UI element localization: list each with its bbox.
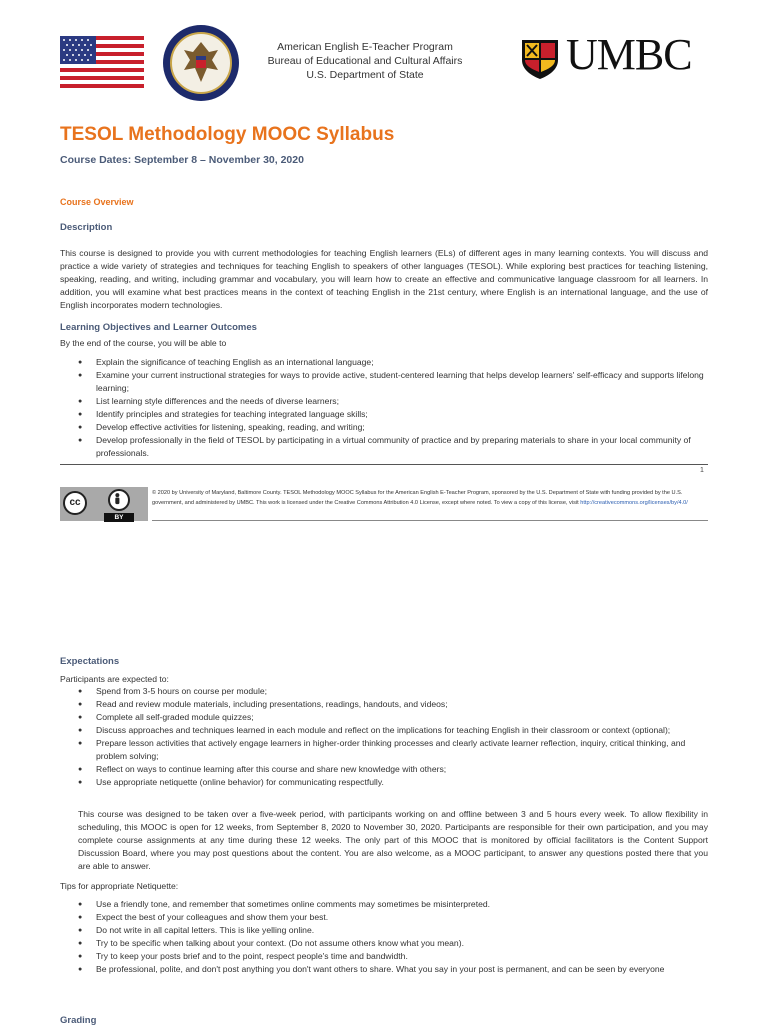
list-item: ● Identify principles and strategies for teaching integrated language skills; [78,408,708,421]
list-item: ● Develop professionally in the field of TESOL by participating in a virtual community of practice and by preparing materials to share in your local community of professionals. [78,434,708,460]
description-paragraph: This course is designed to provide you with current methodologies for teaching English learners (ELs) of different ages in many learning contexts. You will discuss and practice a wide variety of strategies and techniques for teaching English to speakers of other languages (TESOL). While exploring best practices for teaching listening, speaking, reading, and writing, including grammar and vocabulary, you will learn how to create an effective and communicative language classroom for all learners. In addition, you will examine what best practices means in the context of teaching English in the 21st century, where English is an international language, and the use of English incorporates modern technologies. [60,248,708,310]
expectations-list [78,685,708,789]
netiquette-list [78,898,708,976]
list-item: ● Explain the significance of teaching English as an international language; [78,356,708,369]
list-item: ● Prepare lesson activities that actively engage learners in higher-order thinking processes and clearly activate learner reflection, inquiry, critical thinking, and problem solving; [78,737,708,763]
license-text [152,488,708,508]
license-statement: © 2020 by University of Maryland, Baltimore County. TESOL Methodology MOOC Syllabus for the American English E-Teacher Program, sponsored by the U.S. Department of State with funding provided by the U.S. government, and administered by UMBC. This work is licensed under the Creative Commons Attribution 4.0 License, except where noted. To view a copy of this license, visit [152,490,683,506]
bureau-name: Bureau of Educational and Cultural Affairs [267,55,463,67]
program-name: American English E-Teacher Program [277,41,453,53]
list-item: ● Discuss approaches and techniques learned in each module and reflect on the implications for teaching English in their classroom or context (optional); [78,724,708,737]
list-item: ● Be professional, polite, and don't post anything you don't want others to share. What you say in your post is permanent, and can be seen by everyone [78,963,708,976]
by-label: BY [104,513,134,522]
list-item: ● Use appropriate netiquette (online behavior) for communicating respectfully. [78,776,708,789]
license-divider [152,520,708,521]
cc-icon: cc [63,491,87,515]
list-item: ● Develop effective activities for listening, speaking, reading, and writing; [78,421,708,434]
attribution-person-icon [108,489,130,511]
department-of-state-seal-icon [162,24,240,102]
expectations-heading: Expectations [60,656,120,667]
list-item: ● Try to keep your posts brief and to the point, respect people's time and bandwidth. [78,950,708,963]
netiquette-intro: Tips for appropriate Netiquette: [60,881,179,891]
us-flag-icon [60,36,144,88]
schedule-paragraph: This course was designed to be taken over a five-week period, with participants working on and offline between 3 and 5 hours every week. To allow flexibility in scheduling, this MOOC is open for 12 weeks, from September 8, 2020 to November 30, 2020. Participants are responsible for their own participation, and you may complete course assignments at any time during these 12 weeks. The only part of this MOOC that is monitored by official facilitators is the Content Support Discussion Board, where you may post questions about the content. You are also welcome, as a MOOC participant, to answer any questions posted there that you are able to answer. [78,809,708,871]
expectations-intro: Participants are expected to: [60,674,169,684]
grading-heading: Grading [60,1015,97,1026]
page-title: TESOL Methodology MOOC Syllabus [60,124,395,145]
course-dates: Course Dates: September 8 – November 30, 2020 [60,154,304,166]
list-item: ● Use a friendly tone, and remember that sometimes online comments may sometimes be misinterpreted. [78,898,708,911]
list-item: ● Spend from 3-5 hours on course per module; [78,685,708,698]
description-heading: Description [60,222,113,233]
objectives-list [78,356,708,460]
list-item: ● Do not write in all capital letters. This is like yelling online. [78,924,708,937]
list-item: ● Expect the best of your colleagues and show them your best. [78,911,708,924]
list-item: ● Reflect on ways to continue learning after this course and share new knowledge with others; [78,763,708,776]
list-item: ● Complete all self-graded module quizzes; [78,711,708,724]
program-header [230,40,500,82]
list-item: ● Examine your current instructional strategies for ways to provide active, student-centered learning that helps develop learners' self-efficacy and supports lifelong learning; [78,369,708,395]
objectives-intro: By the end of the course, you will be able to [60,338,227,348]
page-number: 1 [700,467,704,474]
footer-divider [60,464,708,465]
license-link[interactable]: http://creativecommons.org/licenses/by/4.0/ [580,500,688,506]
department-name: U.S. Department of State [306,69,424,81]
list-item: ● Try to be specific when talking about your context. (Do not assume others know what you mean). [78,937,708,950]
list-item: ● Read and review module materials, including presentations, readings, handouts, and videos; [78,698,708,711]
umbc-shield-icon [520,38,560,80]
objectives-heading: Learning Objectives and Learner Outcomes [60,322,257,333]
course-overview-heading: Course Overview [60,197,134,207]
list-item: ● List learning style differences and the needs of diverse learners; [78,395,708,408]
umbc-logo-text: UMBC [566,30,692,79]
